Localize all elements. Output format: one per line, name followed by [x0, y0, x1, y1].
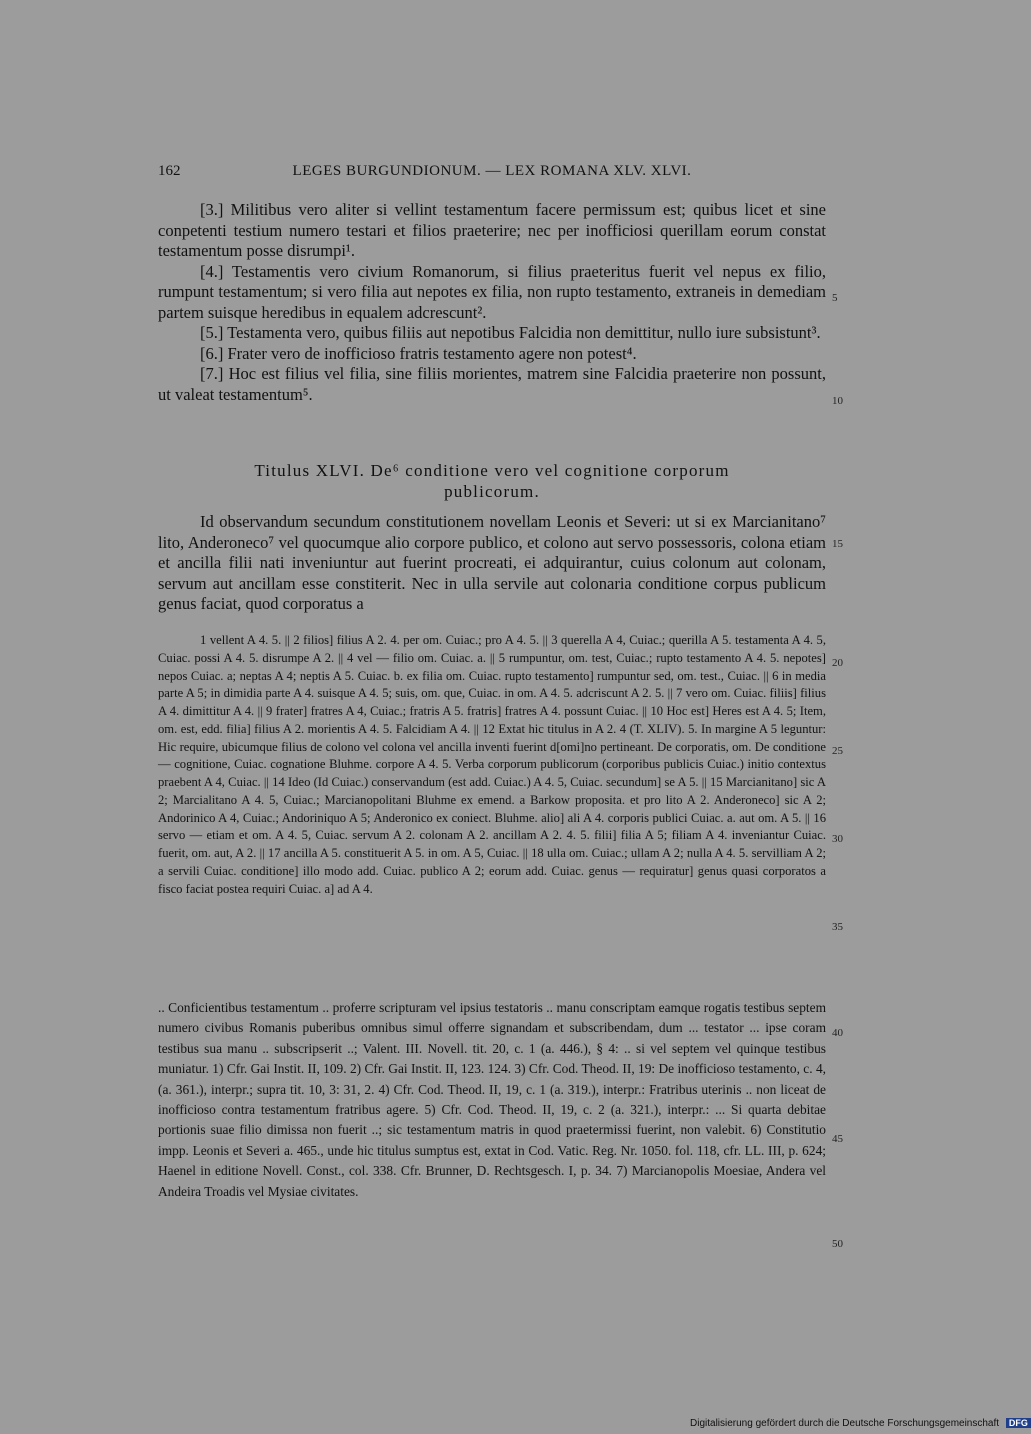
line-number: 35: [832, 921, 843, 933]
dfg-logo: DFG: [1006, 1418, 1031, 1428]
critical-apparatus: [158, 632, 826, 898]
paragraph: [3.] Militibus vero aliter si vellint testamentum facere permissum est; quibus licet et sine conpetenti testium numero testari et filios praeterire; nec per inofficiosi querillam eorum constat testamentum posse disrumpi¹.: [158, 200, 826, 260]
line-number: 15: [832, 538, 843, 550]
heading-line: publicorum.: [444, 482, 540, 501]
running-title: LEGES BURGUNDIONUM. — LEX ROMANA XLV. XLVI.: [292, 163, 692, 179]
heading-line: Titulus XLVI. De⁶ conditione vero vel cognitione corporum: [254, 461, 730, 480]
paragraph: [4.] Testamentis vero civium Romanorum, si filius praeteritus fuerit vel nepus ex filio, rumpunt testamentum; si vero filia aut nepotes ex filia, non rupto testamento, extraneis in demediam partem suisque heredibus in equalem adcrescunt².: [158, 261, 826, 322]
section-heading: [158, 460, 826, 502]
footnotes-text: .. Conficientibus testamentum .. proferre scripturam vel ipsius testatoris .. manu conscriptam eamque rogatis testibus septem numero civibus Romanis puberibus omnibus simul offerre signandam et subscribendam, dum ... testator ... ipse coram testibus sua manu .. subscripserit ..; Valent. III. Novell. tit. 20, c. 1 (a. 446.), § 4: .. si vel septem vel quinque testibus muniatur. 1) Cfr. Gai Instit. II, 109. 2) Cfr. Gai Instit. II, 123. 124. 3) Cfr. Cod. Theod. II, 19: De inofficioso testamento, c. 4, (a. 361.), interpr.; supra tit. 10, 3: 31, 2. 4) Cfr. Cod. Theod. II, 19, c. 1 (a. 319.), interpr.: Fratribus uterinis .. non liceat de inofficioso contra testamentum fratribus agere. 5) Cfr. Cod. Theod. II, 19, c. 2 (a. 321.), interpr.: ... Si quarta debitae portionis suae filio dimissa non fuerit ..; sic testamentum matris in quod praetermissi fuerint, non valebit. 6) Constitutio impp. Leonis et Severi a. 465., unde hic titulus sumptus est, extat in Cod. Vatic. Reg. Nr. 1050. fol. 118, cfr. LL. III, p. 624; Haenel in editione Novell. Const., col. 338. Cfr. Brunner, D. Rechtsgesch. I, p. 34. 7) Marcianopolis Moesiae, Andera vel Andeira Troadis vel Mysiae civitates.: [158, 1000, 826, 1199]
digitization-footer: [690, 1418, 1031, 1429]
line-number: 10: [832, 395, 843, 407]
page-header: [158, 163, 826, 185]
paragraph: [5.] Testamenta vero, quibus filiis aut nepotibus Falcidia non demittitur, nullo iure subsistunt³.: [200, 323, 821, 342]
main-text-2: [158, 512, 826, 615]
apparatus-text: 1 vellent A 4. 5. || 2 filios] filius A 2. 4. per om. Cuiac.; pro A 4. 5. || 3 querella A 4, Cuiac.; querilla A 5. testamenta A 4. 5, Cuiac. possi A 4. 5. disrumpe A 2. || 4 vel — filio om. Cuiac. a. || 5 rumpuntur, om. test, Cuiac.; rupto testamento A 4. 5. nepotes] nepos Cuiac. a; neptas A 4; neptis A 5. Cuiac. b. ex filia om. Cuiac. rupto testamento] rumpuntur sed, om. test., Cuiac. || 6 in media parte A 5; in dimidia parte A 4. suisque A 4. 5; suis, om. que, Cuiac. in om. A 4. 5. adcriscunt A 2. 5. || 7 vero om. Cuiac. filiis] filius A 4. dimittitur A 4. || 9 frater] fratres A 4, Cuiac.; fratris A 5. fratris] fratres A 4. possunt Cuiac. || 10 Hoc est] Heres est A 4. 5; Item, om. est, edd. filia] filius A 2. morientis A 4. 5. Falcidiam A 4. || 12 Extat hic titulus in A 2. 4 (T. XLIV). 5. In margine A 5 leguntur: Hic require, ubicumque filius de colono vel colona vel ancilla inventi fuerint d[omi]no pertineant. De corporatis, om. De conditione — cognitione, Cuiac. cognatione Bluhme. corpore A 4. 5. Verba corporum publicorum (corporibus publicis Cuiac.) initio contextus praebent A 4, Cuiac. || 14 Ideo (Id Cuiac.) conservandum (est add. Cuiac.) A 4. 5, Cuiac. secundum] se A 5. || 15 Marcianitano] sic A 2; Marcialitano A 4. 5, Cuiac.; Marcianopolitani Bluhme ex emend. a Barkow proposita. et pro lito A 2. Anderoneco] sic A 2; Andorinico A 4, Cuiac.; Andoriniquo A 5; Anderonico ex coniect. Bluhme. alio] ali A 4. corporis publici Cuiac. a. aut om. A 5. || 16 servo — etiam et om. A 4. 5, Cuiac. servum A 2. colonam A 2. ancillam A 2. 4. 5. filii] filia A 5; filiam A 4. inveniantur Cuiac. fuerit, om. aut, A 2. || 17 ancilla A 5. constituerit A 5. in om. A 5, Cuiac. || 18 ulla om. Cuiac.; ullam A 2; nulla A 4. 5. servilliam A 2; a servili Cuiac. conditione] illo modo add. Cuiac. publico A 2; eorum add. Cuiac. genus — requiratur] genus quasi corporatos a fisco faciat postea requiri Cuiac. a] ad A 4.: [158, 633, 826, 896]
footnotes: [158, 998, 826, 1202]
line-number: 50: [832, 1238, 843, 1250]
line-number: 5: [832, 292, 838, 304]
line-number: 25: [832, 745, 843, 757]
line-number: 20: [832, 657, 843, 669]
line-number: 40: [832, 1027, 843, 1039]
footer-text: Digitalisierung gefördert durch die Deutsche Forschungsgemeinschaft: [690, 1418, 1000, 1429]
paragraph: Id observandum secundum constitutionem novellam Leonis et Severi: ut si ex Marcianitano⁷ lito, Anderoneco⁷ vel quocumque alio corpore publico, et colono aut servo possessoris, colona etiam et ancilla filii nati inveniuntur aut fuerint procreati, ei adquirantur, cuius colonum aut colonam, servum aut ancillam esse constiterit. Nec in ulla servile aut colonaria conditione corpus publicum genus faciat, quod corporatus a: [158, 512, 826, 613]
main-text: [158, 200, 826, 405]
line-number: 45: [832, 1133, 843, 1145]
paragraph: [6.] Frater vero de inofficioso fratris testamento agere non potest⁴.: [200, 343, 637, 363]
line-number: 30: [832, 833, 843, 845]
paragraph: [7.] Hoc est filius vel filia, sine filiis morientes, matrem sine Falcidia praeterire non possunt, ut valeat testamentum⁵.: [158, 364, 826, 404]
page-number: 162: [158, 163, 181, 179]
